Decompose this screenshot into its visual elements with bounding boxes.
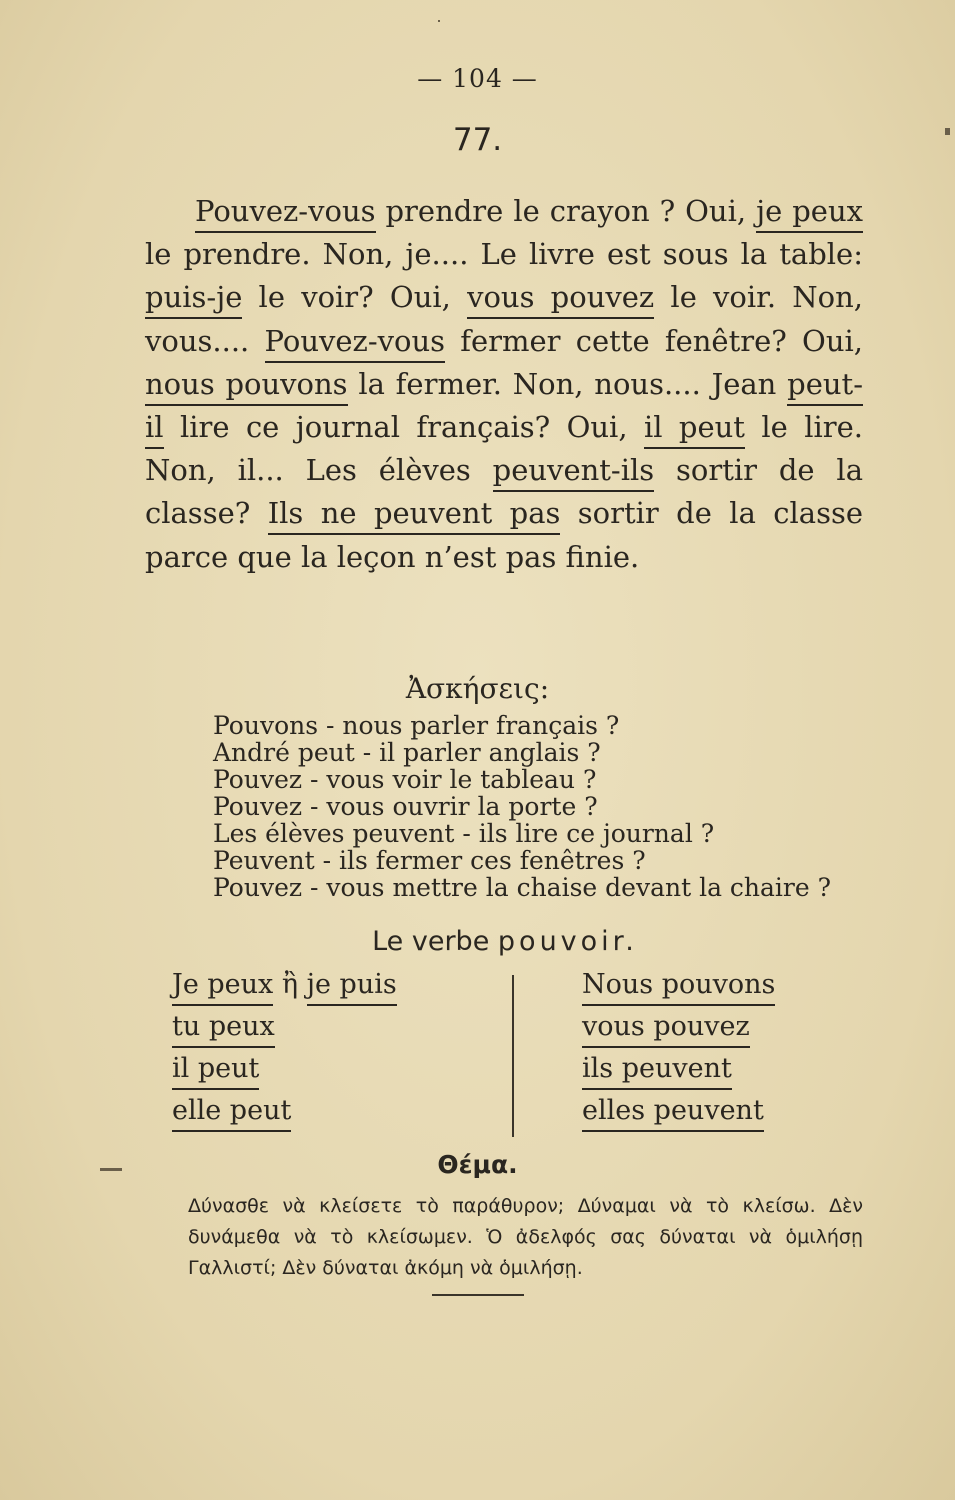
conjugation-row [582,1052,775,1094]
paper-speck [945,128,950,135]
conjugation-row [582,968,775,1010]
conjugation-singular [172,968,397,1136]
conjugation-form: elles peuvent [582,1094,764,1132]
conjugation-form: Nous pouvons [582,968,775,1006]
exercise-item: Peuvent - ils fermer ces fenêtres ? [213,846,646,875]
underlined-phrase: peuvent-ils [493,453,655,492]
column-divider [512,975,514,1137]
conjugation-row [172,1094,397,1136]
lesson-paragraph [145,190,863,579]
exercises-list [213,712,853,901]
page-number: — 104 — [417,64,538,93]
underlined-phrase: je peux [756,194,863,233]
conjugation-form: ils peuvent [582,1052,732,1090]
verb-section-title [0,926,955,957]
exercise-item: Pouvons - nous parler français ? [213,711,620,740]
verb-title-prefix: Le verbe [372,926,490,957]
paper-speck [438,20,440,22]
end-rule [432,1294,524,1296]
lesson-number: 77. [452,122,503,158]
underlined-phrase: Pouvez-vous [265,324,446,363]
conjugation-form: Je peux [172,968,273,1006]
paragraph-text: Pouvez-vous prendre le crayon ? Oui, je peux le prendre. Non, je.... Le livre est sous la table: puis-je le voir? Oui, vous pouvez le voir. Non, vous.... Pouvez-vous fermer cette fenêtre? Oui, nous pouvons la fermer. Non, nous.... Jean peut-il lire ce journal français? Oui, il peut le lire. Non, il... Les élèves peuvent-ils sortir de la classe? Ils ne peuvent pas sortir de la classe parce que la leçon n’est pas finie. [145,194,864,574]
exercises-title: Ἀσκήσεις: [405,672,550,705]
underlined-phrase: peut-il [145,367,863,449]
conjugation-form: il peut [172,1052,259,1090]
theme-paragraph: Δύνασθε νὰ κλείσετε τὸ παράθυρον; Δύναμαι νὰ τὸ κλείσω. Δὲν δυνάμεθα νὰ τὸ κλείσωμεν. Ὁ ἀδελφός σας δύναται νὰ ὁμιλήσῃ Γαλλιστί; Δὲν δύναται ἀκόμη νὰ ὁμιλήσῃ. [188,1195,863,1279]
exercise-item: Les élèves peuvent - ils lire ce journal ? [213,819,715,848]
conjugation-form: je puis [307,968,397,1006]
underlined-phrase: Pouvez-vous [195,194,376,233]
exercise-item: Pouvez - vous ouvrir la porte ? [213,792,598,821]
conjugation-form: elle peut [172,1094,291,1132]
conjugation-row [582,1010,775,1052]
underlined-phrase: puis-je [145,280,242,319]
theme-text [188,1191,863,1284]
underlined-phrase: vous pouvez [467,280,654,319]
conjugation-form: vous pouvez [582,1010,750,1048]
paper-speck [100,1168,122,1171]
exercise-item: Pouvez - vous voir le tableau ? [213,765,597,794]
conjugation-row [172,1010,397,1052]
underlined-phrase: Ils ne peuvent pas [268,496,561,535]
underlined-phrase: nous pouvons [145,367,348,406]
conjugation-row [172,1052,397,1094]
underlined-phrase: il peut [644,410,745,449]
conjugation-form: tu peux [172,1010,275,1048]
exercise-item: André peut - il parler anglais ? [213,738,601,767]
conjugation-plural [582,968,775,1136]
theme-title: Θέμα. [437,1150,518,1179]
conjugation-row [582,1094,775,1136]
verb-title-name: pouvoir. [497,926,638,957]
conjugation-row: Je peux ἢ je puis [172,968,397,1010]
exercise-item: Pouvez - vous mettre la chaise devant la chaire ? [213,873,832,902]
